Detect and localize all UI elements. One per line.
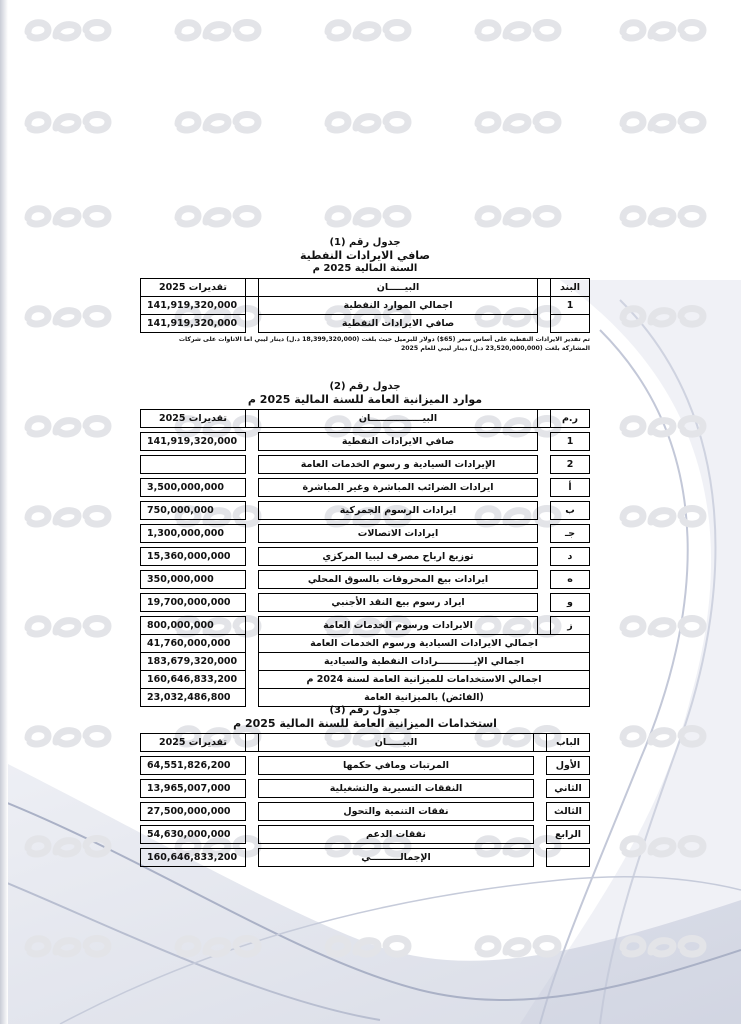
row-estimate: 750,000,000 bbox=[141, 502, 246, 520]
watermark-logo bbox=[615, 300, 711, 330]
column-gap bbox=[534, 803, 547, 821]
row-estimate: 64,551,826,200 bbox=[141, 757, 246, 775]
table-row bbox=[141, 826, 590, 844]
table1-gap bbox=[538, 297, 551, 315]
column-gap bbox=[246, 671, 259, 689]
table3-gap bbox=[246, 734, 259, 752]
table1-cell-item bbox=[551, 315, 590, 333]
row-item-code: أ bbox=[551, 479, 590, 497]
column-gap bbox=[246, 653, 259, 671]
row-item-code: جـ bbox=[551, 525, 590, 543]
watermark-row bbox=[0, 200, 741, 240]
table-row bbox=[141, 780, 590, 798]
row-estimate: 15,360,000,000 bbox=[141, 548, 246, 566]
table3-header-row bbox=[141, 734, 590, 752]
watermark-logo bbox=[470, 200, 566, 230]
watermark-logo bbox=[20, 610, 116, 640]
watermark-logo bbox=[20, 500, 116, 530]
row-description: ايرادات بيع المحروقات بالسوق المحلي bbox=[259, 571, 538, 589]
table1-gap bbox=[538, 279, 551, 297]
table-row bbox=[141, 297, 590, 315]
watermark-logo bbox=[20, 200, 116, 230]
watermark-logo bbox=[20, 300, 116, 330]
watermark-logo bbox=[320, 14, 416, 44]
column-gap bbox=[538, 502, 551, 520]
row-estimate: 800,000,000 bbox=[141, 617, 246, 635]
table-row bbox=[141, 525, 590, 543]
table-row bbox=[141, 617, 590, 635]
column-gap bbox=[534, 826, 547, 844]
watermark-logo bbox=[170, 930, 266, 960]
table2-gap bbox=[246, 410, 259, 428]
watermark-logo bbox=[20, 14, 116, 44]
table1-header-estimate: تقديرات 2025 bbox=[141, 279, 246, 297]
table-row bbox=[141, 433, 590, 451]
table1 bbox=[140, 278, 590, 333]
table-row bbox=[141, 757, 590, 775]
table2-body bbox=[141, 428, 590, 635]
table-row bbox=[141, 635, 590, 653]
row-estimate: 1,300,000,000 bbox=[141, 525, 246, 543]
column-gap bbox=[538, 525, 551, 543]
row-item-code: و bbox=[551, 594, 590, 612]
column-gap bbox=[246, 433, 259, 451]
table2-totals bbox=[141, 635, 590, 707]
column-gap bbox=[534, 757, 547, 775]
row-item-code bbox=[547, 849, 590, 867]
table1-header-item: البند bbox=[551, 279, 590, 297]
row-estimate: 19,700,000,000 bbox=[141, 594, 246, 612]
row-item-code: الثاني bbox=[547, 780, 590, 798]
row-estimate bbox=[141, 456, 246, 474]
watermark-logo bbox=[20, 410, 116, 440]
table1-gap bbox=[246, 297, 259, 315]
watermark-logo bbox=[470, 930, 566, 960]
table-row bbox=[141, 849, 590, 867]
table2-header-item: ر.م bbox=[551, 410, 590, 428]
watermark-logo bbox=[615, 720, 711, 750]
table2-header-description: البيــــــــــــــــان bbox=[259, 410, 538, 428]
table2-section bbox=[140, 380, 590, 707]
column-gap bbox=[538, 479, 551, 497]
row-estimate: 13,965,007,000 bbox=[141, 780, 246, 798]
table1-cell-description: صافي الايرادات النفطية bbox=[259, 315, 538, 333]
row-item-code: الثالث bbox=[547, 803, 590, 821]
table3-header-description: البيـــــان bbox=[259, 734, 534, 752]
table1-caption: جدول رقم (1) bbox=[329, 237, 401, 248]
table3-section bbox=[140, 704, 590, 867]
watermark-logo bbox=[615, 200, 711, 230]
table1-subtitle: السنة المالية 2025 م bbox=[312, 263, 418, 274]
table1-gap bbox=[246, 279, 259, 297]
column-gap bbox=[538, 617, 551, 635]
row-description: ايرادات الضرائب المباشرة وغير المباشرة bbox=[259, 479, 538, 497]
row-item-code: الأول bbox=[547, 757, 590, 775]
watermark-logo bbox=[615, 610, 711, 640]
watermark-logo bbox=[320, 200, 416, 230]
row-item-code: 2 bbox=[551, 456, 590, 474]
watermark-logo bbox=[320, 106, 416, 136]
watermark-logo bbox=[615, 830, 711, 860]
column-gap bbox=[246, 479, 259, 497]
watermark-logo bbox=[615, 14, 711, 44]
row-item-code: ب bbox=[551, 502, 590, 520]
watermark-logo bbox=[170, 14, 266, 44]
table1-cell-item: 1 bbox=[551, 297, 590, 315]
column-gap bbox=[538, 456, 551, 474]
table3-header-estimate: تقديرات 2025 bbox=[141, 734, 246, 752]
row-estimate: 27,500,000,000 bbox=[141, 803, 246, 821]
row-estimate: 350,000,000 bbox=[141, 571, 246, 589]
watermark-logo bbox=[20, 106, 116, 136]
table-row bbox=[141, 479, 590, 497]
column-gap bbox=[534, 849, 547, 867]
row-description: النفقات التسيرية والتشغيلية bbox=[259, 780, 534, 798]
row-description: الايرادات ورسوم الخدمات العامة bbox=[259, 617, 538, 635]
row-item-code: د bbox=[551, 548, 590, 566]
watermark-logo bbox=[320, 930, 416, 960]
column-gap bbox=[246, 594, 259, 612]
table1-gap bbox=[246, 315, 259, 333]
watermark-logo bbox=[615, 106, 711, 136]
table2-caption: جدول رقم (2) bbox=[329, 381, 401, 392]
watermark-row bbox=[0, 14, 741, 54]
watermark-logo bbox=[615, 410, 711, 440]
column-gap bbox=[538, 433, 551, 451]
row-estimate: 160,646,833,200 bbox=[141, 671, 246, 689]
table1-section bbox=[140, 236, 590, 353]
table1-note-line1: تم تقدير الايرادات النفطية على أساس سعر (65$) دولار للبرميل حيث بلغت (18,399,320,000 د.ل) دينار ليبي اما الاتاوات على شركات bbox=[178, 336, 590, 343]
table-row bbox=[141, 548, 590, 566]
watermark-logo bbox=[615, 930, 711, 960]
row-description: الإيرادات السيادية و رسوم الخدمات العامة bbox=[259, 456, 538, 474]
row-description: ايرادات الرسوم الجمركية bbox=[259, 502, 538, 520]
row-description: صافي الايرادات النفطية bbox=[259, 433, 538, 451]
column-gap bbox=[246, 617, 259, 635]
watermark-logo bbox=[20, 720, 116, 750]
row-description: توزيع ارباح مصرف ليبيا المركزي bbox=[259, 548, 538, 566]
row-item-code: ز bbox=[551, 617, 590, 635]
table3-title: استخدامات الميزانية العامة للسنة المالية 2025 م bbox=[233, 717, 497, 730]
total-description: (الفائض) بالميزانية العامة bbox=[259, 689, 590, 707]
row-item-code: ه bbox=[551, 571, 590, 589]
total-description: اجمالي الايرادات السيادية ورسوم الخدمات العامة bbox=[259, 635, 590, 653]
total-description: اجمالي الاستخدامات للميزانية العامة لسنة 2024 م bbox=[259, 671, 590, 689]
table3-gap bbox=[534, 734, 547, 752]
column-gap bbox=[246, 780, 259, 798]
table-row bbox=[141, 803, 590, 821]
table1-cell-estimate: 141,919,320,000 bbox=[141, 315, 246, 333]
watermark-logo bbox=[615, 500, 711, 530]
row-estimate: 23,032,486,800 bbox=[141, 689, 246, 707]
watermark-logo bbox=[20, 930, 116, 960]
table2-header-row bbox=[141, 410, 590, 428]
column-gap bbox=[534, 780, 547, 798]
column-gap bbox=[246, 635, 259, 653]
watermark-logo bbox=[20, 830, 116, 860]
row-description: نفقات الدعم bbox=[259, 826, 534, 844]
table2-gap bbox=[538, 410, 551, 428]
table-row bbox=[141, 502, 590, 520]
row-estimate: 160,646,833,200 bbox=[141, 849, 246, 867]
column-gap bbox=[246, 826, 259, 844]
table1-header-row bbox=[141, 279, 590, 297]
row-estimate: 54,630,000,000 bbox=[141, 826, 246, 844]
table1-cell-estimate: 141,919,320,000 bbox=[141, 297, 246, 315]
column-gap bbox=[246, 849, 259, 867]
watermark-row bbox=[0, 106, 741, 146]
column-gap bbox=[246, 571, 259, 589]
row-description: ايراد رسوم بيع النقد الأجنبي bbox=[259, 594, 538, 612]
watermark-row bbox=[0, 930, 741, 970]
table3-header-item: الباب bbox=[547, 734, 590, 752]
column-gap bbox=[246, 525, 259, 543]
row-estimate: 141,919,320,000 bbox=[141, 433, 246, 451]
total-description: اجمالي الإيـــــــــــرادات النفطية والسيادية bbox=[259, 653, 590, 671]
row-description: نفقات التنمية والتحول bbox=[259, 803, 534, 821]
table2 bbox=[140, 409, 590, 707]
table1-cell-description: اجمالي الموارد النفطية bbox=[259, 297, 538, 315]
row-description: الإجمالـــــــــي bbox=[259, 849, 534, 867]
row-description: ايرادات الاتصالات bbox=[259, 525, 538, 543]
table2-title: موارد الميزانية العامة للسنة المالية 2025 م bbox=[247, 393, 483, 406]
watermark-logo bbox=[470, 106, 566, 136]
table3-caption: جدول رقم (3) bbox=[329, 705, 401, 716]
row-estimate: 183,679,320,000 bbox=[141, 653, 246, 671]
column-gap bbox=[246, 502, 259, 520]
table-row bbox=[141, 671, 590, 689]
column-gap bbox=[246, 803, 259, 821]
row-item-code: 1 bbox=[551, 433, 590, 451]
table2-header-estimate: تقديرات 2025 bbox=[141, 410, 246, 428]
table-row bbox=[141, 315, 590, 333]
row-estimate: 41,760,000,000 bbox=[141, 635, 246, 653]
watermark-logo bbox=[170, 106, 266, 136]
table-row bbox=[141, 653, 590, 671]
table1-title: صافي الايرادات النفطية bbox=[299, 249, 431, 262]
column-gap bbox=[538, 594, 551, 612]
table1-gap bbox=[538, 315, 551, 333]
table1-header-description: البيـــــان bbox=[259, 279, 538, 297]
row-description: المرتبات ومافي حكمها bbox=[259, 757, 534, 775]
table-row bbox=[141, 594, 590, 612]
row-item-code: الرابع bbox=[547, 826, 590, 844]
row-estimate: 3,500,000,000 bbox=[141, 479, 246, 497]
column-gap bbox=[538, 571, 551, 589]
column-gap bbox=[538, 548, 551, 566]
watermark-logo bbox=[170, 200, 266, 230]
table1-note-line2: المشاركة بلغت (23,520,000,000 د.ل) دينار ليبي للعام 2025 bbox=[400, 345, 590, 352]
table3 bbox=[140, 733, 590, 867]
column-gap bbox=[246, 757, 259, 775]
table-row bbox=[141, 456, 590, 474]
column-gap bbox=[246, 548, 259, 566]
table-row bbox=[141, 571, 590, 589]
column-gap bbox=[246, 456, 259, 474]
table3-body bbox=[141, 752, 590, 867]
watermark-logo bbox=[470, 14, 566, 44]
